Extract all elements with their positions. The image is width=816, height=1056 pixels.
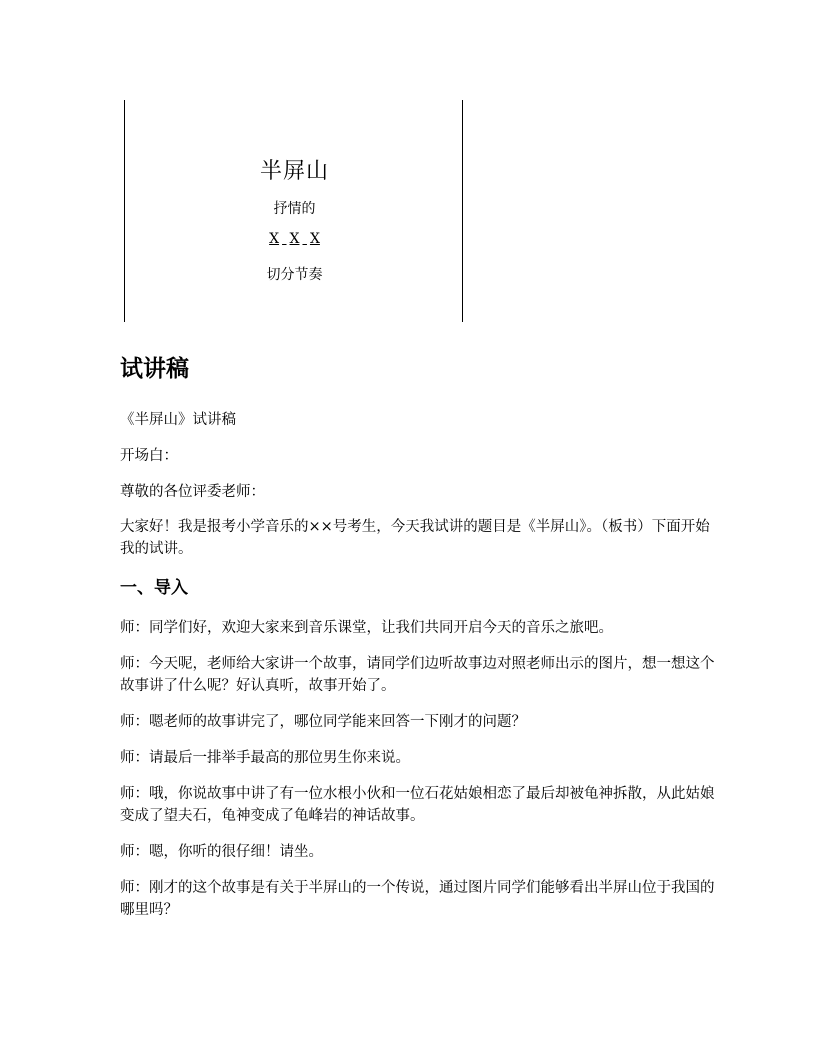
board-line-lyrical: 抒情的 xyxy=(273,201,316,217)
board-title: 半屏山 xyxy=(259,159,329,184)
dialogue-paragraph: 师：嗯，你听的很仔细！请坐。 xyxy=(120,844,323,860)
document-body xyxy=(120,350,720,921)
blackboard-box xyxy=(124,100,463,322)
section-heading-intro: 一、导入 xyxy=(120,578,188,598)
dialogue-paragraph: 师：今天呢，老师给大家讲一个故事，请同学们边听故事边对照老师出示的图片，想一想这个故事讲了什么呢？好认真听，故事开始了。 xyxy=(120,656,715,694)
rhythm-note-3: X xyxy=(309,231,320,247)
rhythm-note-1: X xyxy=(269,231,280,247)
document-subtitle: 《半屏山》试讲稿 xyxy=(120,412,236,428)
board-line-rhythm-notation xyxy=(125,231,464,247)
rhythm-note-2: X xyxy=(289,231,300,247)
intro-paragraph: 大家好！我是报考小学音乐的××号考生，今天我试讲的题目是《半屏山》。（板书）下面开始我的试讲。 xyxy=(120,519,710,557)
opening-label: 开场白： xyxy=(120,448,178,464)
page-title: 试讲稿 xyxy=(120,356,189,382)
dialogue-paragraph: 师：同学们好，欢迎大家来到音乐课堂，让我们共同开启今天的音乐之旅吧。 xyxy=(120,620,613,636)
dialogue-paragraph: 师：嗯老师的故事讲完了，哪位同学能来回答一下刚才的问题？ xyxy=(120,714,526,730)
dialogue-paragraph: 师：哦，你说故事中讲了有一位水根小伙和一位石花姑娘相恋了最后却被龟神拆散，从此姑娘变成了望夫石，龟神变成了龟峰岩的神话故事。 xyxy=(120,786,715,824)
dialogue-paragraph: 师：请最后一排举手最高的那位男生你来说。 xyxy=(120,750,410,766)
greeting: 尊敬的各位评委老师： xyxy=(120,484,265,500)
board-line-syncopation: 切分节奏 xyxy=(266,267,323,283)
dialogue-paragraph: 师：刚才的这个故事是有关于半屏山的一个传说，通过图片同学们能够看出半屏山位于我国的哪里吗？ xyxy=(120,880,715,918)
